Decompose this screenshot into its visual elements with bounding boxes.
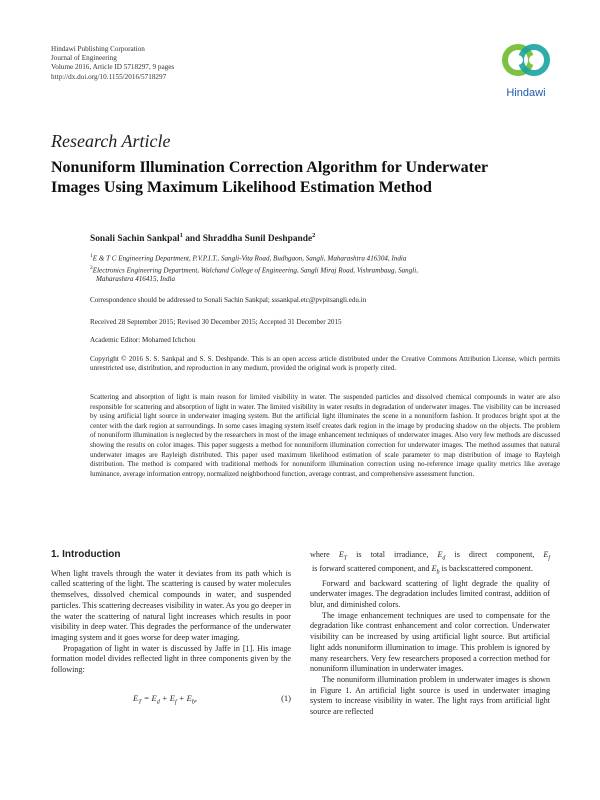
author-list <box>90 232 315 244</box>
affiliation-text: Electronics Engineering Department, Walchand College of Engineering, Sangli Miraj Road, Vishrambaug, Sangli, <box>92 265 418 274</box>
copyright: Copyright © 2016 S. S. Sankpal and S. S. Deshpande. This is an open access article distributed under the Creative Commons Attribution License, which permits unrestricted use, distribution, and reproduction in any medium, provided the original work is properly cited. <box>90 355 560 373</box>
left-column <box>51 550 291 716</box>
correspondence: Correspondence should be addressed to Sonali Sachin Sankpal; sssankpal.etc@pvpitsangli.edu.in <box>90 296 367 304</box>
affiliation-marker: 2 <box>90 264 93 271</box>
equation-number: (1) <box>281 692 291 703</box>
hindawi-logo-icon <box>498 40 554 84</box>
author-name: Sonali Sachin Sankpal <box>90 234 180 245</box>
article-title <box>51 158 571 198</box>
journal-metadata <box>51 45 174 82</box>
section-title: 1. Introduction <box>51 549 121 560</box>
paragraph: The image enhancement techniques are used to compensate for the degradation like contrast enhancement and color correction. Underwater visibility can be increased by using artificial light source. But artificial light adds nonuniform illumination to image. This problem is ignored by many researchers. Very few researchers proposed a correction method for nonuniform illumination in underwater images. <box>310 610 550 674</box>
paragraph: where $E_T$ is total irradiance, $E_d$ is direct component, $E_f$ is forward scattered component, and $E_b$ is backscattered component. <box>310 550 551 576</box>
paragraph: When light travels through the water it deviates from its path which is called scattering of the light. The scattering is caused by water molecules themselves, dissolved chemical compounds in water, and suspended particles. This scattering decreases visibility in water. As you go deeper in the water the scattering of natural light increases which results in poor visibility in deep water. This degrades the performance of the underwater imaging system and it goes worse for deep water imaging. <box>51 568 291 642</box>
title-line-1: Nonuniform Illumination Correction Algorithm for Underwater <box>51 159 489 176</box>
dates: Received 28 September 2015; Revised 30 December 2015; Accepted 31 December 2015 <box>90 318 342 326</box>
affiliations <box>90 252 560 284</box>
author-separator: and <box>182 234 203 245</box>
author-affiliation-marker: 2 <box>312 232 316 239</box>
author-affiliation-marker: 1 <box>179 232 183 239</box>
journal-name: Journal of Engineering <box>51 54 117 63</box>
affiliation-text: E & T C Engineering Department, P.V.P.I.T., Sangli-Vita Road, Budhgaon, Sangli, Maharashtra 416304, India <box>92 254 407 263</box>
article-type: Research Article <box>51 131 171 151</box>
title-line-2: Images Using Maximum Likelihood Estimation Method <box>51 179 432 196</box>
volume-info: Volume 2016, Article ID 5718297, 9 pages <box>51 63 175 72</box>
equation-1 <box>51 676 291 716</box>
publisher-name: Hindawi Publishing Corporation <box>51 45 145 53</box>
paragraph: Forward and backward scattering of light degrade the quality of underwater images. The degradation includes limited contrast, addition of blur, and diminished colors. <box>310 578 550 610</box>
affiliation-marker: 1 <box>90 253 93 259</box>
logo-text: Hindawi <box>506 87 546 99</box>
equation-body: $E_T = E_d + E_f + E_b$, <box>133 692 197 706</box>
academic-editor: Academic Editor: Mohamed Ichchou <box>90 336 196 344</box>
abstract: Scattering and absorption of light is main reason for limited visibility in water. The suspended particles and dissolved chemical compounds in water are also responsible for scattering and absorption of light in water. The limited visibility in water results in degradation of underwater images. The visibility can be increased by using artificial light source in underwater imaging system. But the artificial light illuminates the scene in a nonuniform fashion. It produces bright spot at the center with the dark region at surroundings. In some cases imaging system itself creates dark region in the image by producing shadow on the objects. The problem of nonuniform illumination is neglected by the researchers in most of the image enhancement techniques of underwater images. Also very few methods are discussed showing the results on color images. This paper suggests a method for nonuniform illumination correction for underwater images. The method assumes that natural underwater images are Rayleigh distributed. This paper used maximum likelihood estimation of scale parameter to map distribution of image to Rayleigh distribution. The method is compared with traditional methods for nonuniform illumination correction using no-reference image quality metrics like average luminance, average information entropy, normalized neighborhood function, average contrast, and comprehensive assessment function. <box>90 393 560 478</box>
affiliation-2 <box>90 264 560 276</box>
paragraph: Propagation of light in water is discussed by Jaffe in [1]. His image formation model divides reflected light in three components given by the following: <box>51 643 291 675</box>
doi-link[interactable]: http://dx.doi.org/10.1155/2016/5718297 <box>51 72 167 81</box>
affiliation-2-cont: Maharashtra 416415, India <box>96 275 176 284</box>
affiliation-1 <box>90 252 560 264</box>
hindawi-logo <box>498 40 554 99</box>
author-name: Shraddha Sunil Deshpande <box>202 234 313 245</box>
right-column <box>310 550 550 718</box>
paragraph: The nonuniform illumination problem in underwater images is shown in Figure 1. An artificial light source is used in underwater imaging system to increase visibility in water. The light rays from artificial light source are reflected <box>310 674 550 717</box>
